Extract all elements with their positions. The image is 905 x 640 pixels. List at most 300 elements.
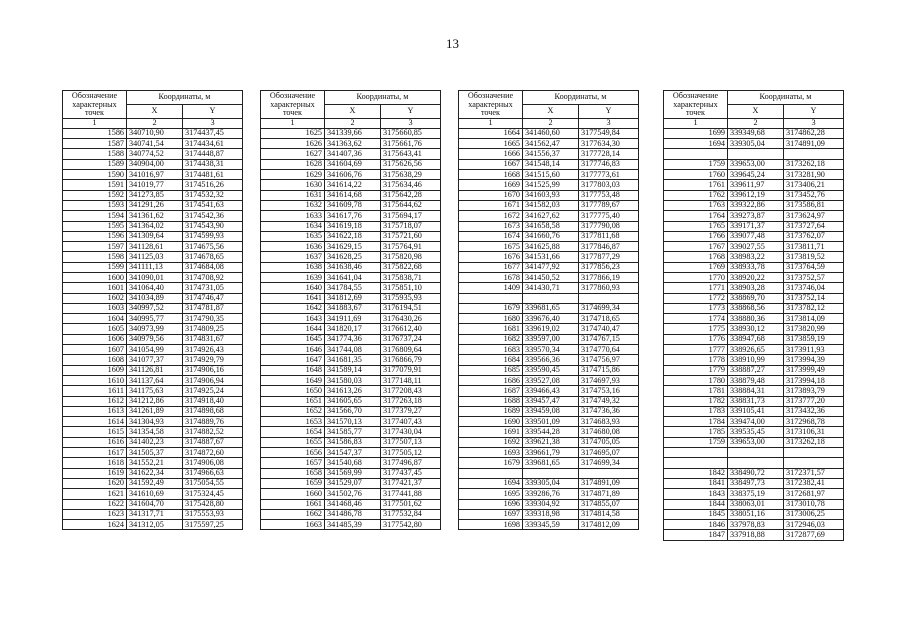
point-number: 1624 xyxy=(63,520,127,530)
table-row xyxy=(261,334,441,344)
point-number: 1604 xyxy=(63,314,127,324)
y-coordinate: 3177421,37 xyxy=(381,478,441,488)
point-number: 1683 xyxy=(459,345,523,355)
y-coordinate: 3177856,23 xyxy=(579,262,639,272)
y-coordinate xyxy=(579,468,639,478)
y-coordinate: 3174699,34 xyxy=(579,458,639,468)
y-coordinate: 3173819,52 xyxy=(784,252,844,262)
point-number: 1774 xyxy=(664,314,728,324)
x-coordinate: 341077,37 xyxy=(127,355,183,365)
y-coordinate: 3174882,52 xyxy=(183,427,243,437)
x-coordinate: 341304,93 xyxy=(127,417,183,427)
y-coordinate: 3177532,84 xyxy=(381,509,441,519)
x-coordinate: 339645,24 xyxy=(728,170,784,180)
point-number: 1631 xyxy=(261,190,325,200)
point-number xyxy=(459,468,523,478)
table-row xyxy=(261,396,441,406)
x-coordinate: 341450,52 xyxy=(523,272,579,282)
x-coordinate: 338884,31 xyxy=(728,386,784,396)
point-number: 1651 xyxy=(261,396,325,406)
x-coordinate: 337918,88 xyxy=(728,530,784,540)
point-number: 1699 xyxy=(664,128,728,138)
x-coordinate: 341658,58 xyxy=(523,221,579,231)
x-coordinate: 341312,05 xyxy=(127,520,183,530)
point-number: 1766 xyxy=(664,231,728,241)
point-number: 1654 xyxy=(261,427,325,437)
table-row xyxy=(63,159,243,169)
point-number: 1616 xyxy=(63,437,127,447)
table-row xyxy=(459,365,639,375)
y-coordinate xyxy=(784,458,844,468)
point-number: 1696 xyxy=(459,499,523,509)
x-coordinate: 339459,08 xyxy=(523,406,579,416)
table-row xyxy=(664,417,844,427)
table-row xyxy=(63,427,243,437)
table-row xyxy=(664,324,844,334)
y-coordinate: 3174481,61 xyxy=(183,170,243,180)
point-number: 1666 xyxy=(459,149,523,159)
point-number: 1598 xyxy=(63,252,127,262)
point-number: 1762 xyxy=(664,190,728,200)
point-number xyxy=(664,448,728,458)
point-number: 1638 xyxy=(261,262,325,272)
y-coordinate: 3174906,16 xyxy=(183,365,243,375)
point-number: 1664 xyxy=(459,128,523,138)
x-coordinate: 338063,01 xyxy=(728,499,784,509)
y-coordinate: 3174966,63 xyxy=(183,468,243,478)
point-number: 1603 xyxy=(63,303,127,313)
x-coordinate: 339305,04 xyxy=(728,139,784,149)
point-number: 1687 xyxy=(459,386,523,396)
point-number: 1695 xyxy=(459,489,523,499)
x-coordinate: 341589,14 xyxy=(325,365,381,375)
y-coordinate: 3174532,32 xyxy=(183,190,243,200)
table-row xyxy=(664,200,844,210)
point-number: 1772 xyxy=(664,293,728,303)
x-coordinate: 341128,61 xyxy=(127,242,183,252)
point-number: 1621 xyxy=(63,489,127,499)
point-number: 1844 xyxy=(664,499,728,509)
point-number: 1625 xyxy=(261,128,325,138)
table-row xyxy=(664,478,844,488)
x-coordinate: 341619,18 xyxy=(325,221,381,231)
x-coordinate: 340774,52 xyxy=(127,149,183,159)
x-coordinate: 341064,40 xyxy=(127,283,183,293)
point-number: 1663 xyxy=(261,520,325,530)
table-row xyxy=(459,252,639,262)
table-row xyxy=(459,386,639,396)
y-coordinate: 3174543,90 xyxy=(183,221,243,231)
point-number: 1639 xyxy=(261,272,325,282)
y-coordinate: 3174906,08 xyxy=(183,458,243,468)
table-row xyxy=(664,365,844,375)
x-coordinate xyxy=(728,458,784,468)
point-number: 1842 xyxy=(664,468,728,478)
y-coordinate: 3173746,04 xyxy=(784,283,844,293)
point-number: 1611 xyxy=(63,386,127,396)
table-row xyxy=(63,437,243,447)
x-coordinate: 339653,00 xyxy=(728,437,784,447)
y-coordinate: 3174790,35 xyxy=(183,314,243,324)
x-coordinate: 341622,34 xyxy=(127,468,183,478)
point-number: 1681 xyxy=(459,324,523,334)
y-coordinate: 3175428,80 xyxy=(183,499,243,509)
table-row xyxy=(261,149,441,159)
y-coordinate: 3177148,11 xyxy=(381,375,441,385)
y-coordinate: 3175661,76 xyxy=(381,139,441,149)
table-row xyxy=(63,211,243,221)
y-coordinate: 3174872,60 xyxy=(183,448,243,458)
point-number: 1648 xyxy=(261,365,325,375)
y-coordinate: 3173994,39 xyxy=(784,355,844,365)
point-number: 1693 xyxy=(459,448,523,458)
x-coordinate xyxy=(728,448,784,458)
point-number: 1684 xyxy=(459,355,523,365)
x-coordinate: 341175,63 xyxy=(127,386,183,396)
x-coordinate: 341212,86 xyxy=(127,396,183,406)
table-row xyxy=(261,314,441,324)
x-coordinate xyxy=(728,149,784,159)
y-coordinate: 3174926,43 xyxy=(183,345,243,355)
point-number: 1652 xyxy=(261,406,325,416)
x-coordinate: 341580,03 xyxy=(325,375,381,385)
point-number: 1656 xyxy=(261,448,325,458)
column-number: 1 xyxy=(261,118,325,128)
y-coordinate: 3174929,79 xyxy=(183,355,243,365)
point-number: 1623 xyxy=(63,509,127,519)
x-header: X xyxy=(325,104,381,118)
y-coordinate: 3173406,21 xyxy=(784,180,844,190)
y-coordinate: 3174898,68 xyxy=(183,406,243,416)
y-coordinate: 3173999,49 xyxy=(784,365,844,375)
x-coordinate: 341361,62 xyxy=(127,211,183,221)
coordinates-table-4 xyxy=(663,90,844,541)
point-number: 1682 xyxy=(459,334,523,344)
y-coordinate: 3173010,78 xyxy=(784,499,844,509)
point-number: 1785 xyxy=(664,427,728,437)
table-row xyxy=(459,262,639,272)
x-coordinate: 341364,02 xyxy=(127,221,183,231)
table-row xyxy=(63,252,243,262)
point-number xyxy=(664,458,728,468)
y-coordinate: 3175820,98 xyxy=(381,252,441,262)
x-coordinate: 338375,19 xyxy=(728,489,784,499)
table-row xyxy=(261,448,441,458)
table-row xyxy=(63,242,243,252)
x-coordinate: 340710,90 xyxy=(127,128,183,138)
column-number: 3 xyxy=(183,118,243,128)
table-row xyxy=(63,180,243,190)
y-coordinate: 3174756,97 xyxy=(579,355,639,365)
table-row xyxy=(459,159,639,169)
point-number: 1694 xyxy=(459,478,523,488)
x-coordinate: 341610,69 xyxy=(127,489,183,499)
point-number: 1645 xyxy=(261,334,325,344)
point-number: 1675 xyxy=(459,242,523,252)
x-coordinate: 341261,89 xyxy=(127,406,183,416)
y-coordinate: 3176194,51 xyxy=(381,303,441,313)
y-coordinate: 3173006,25 xyxy=(784,509,844,519)
x-coordinate: 341911,69 xyxy=(325,314,381,324)
table-row xyxy=(664,139,844,149)
y-coordinate: 3177208,43 xyxy=(381,386,441,396)
point-number: 1843 xyxy=(664,489,728,499)
table-row xyxy=(459,478,639,488)
point-number: 1618 xyxy=(63,458,127,468)
x-coordinate: 339597,00 xyxy=(523,334,579,344)
table-row xyxy=(261,478,441,488)
table-row xyxy=(459,139,639,149)
y-coordinate: 3175643,41 xyxy=(381,149,441,159)
x-coordinate: 340741,54 xyxy=(127,139,183,149)
point-number: 1605 xyxy=(63,324,127,334)
table-row xyxy=(459,417,639,427)
point-number: 1841 xyxy=(664,478,728,488)
point-number: 1771 xyxy=(664,283,728,293)
point-number: 1647 xyxy=(261,355,325,365)
table-row xyxy=(664,345,844,355)
table-row xyxy=(459,458,639,468)
y-coordinate: 3174516,26 xyxy=(183,180,243,190)
table-row xyxy=(459,170,639,180)
x-coordinate: 341614,22 xyxy=(325,180,381,190)
y-coordinate: 3175764,91 xyxy=(381,242,441,252)
x-coordinate: 341407,36 xyxy=(325,149,381,159)
y-coordinate: 3174434,61 xyxy=(183,139,243,149)
point-number: 1780 xyxy=(664,375,728,385)
coordinates-header: Координаты, м xyxy=(325,91,441,105)
table-row xyxy=(261,242,441,252)
table-row xyxy=(664,159,844,169)
point-number: 1672 xyxy=(459,211,523,221)
y-coordinate: 3176430,26 xyxy=(381,314,441,324)
y-coordinate: 3174740,47 xyxy=(579,324,639,334)
table-row xyxy=(664,386,844,396)
table-row xyxy=(63,190,243,200)
x-coordinate: 341627,62 xyxy=(523,211,579,221)
x-coordinate: 337978,83 xyxy=(728,520,784,530)
x-coordinate: 341812,69 xyxy=(325,293,381,303)
table-row xyxy=(261,458,441,468)
table-row xyxy=(459,448,639,458)
column-number: 1 xyxy=(459,118,523,128)
table-row xyxy=(261,231,441,241)
point-number: 1782 xyxy=(664,396,728,406)
point-number: 1630 xyxy=(261,180,325,190)
point-number: 1634 xyxy=(261,221,325,231)
x-coordinate: 341468,46 xyxy=(325,499,381,509)
y-coordinate: 3177507,13 xyxy=(381,437,441,447)
table-row xyxy=(63,520,243,530)
y-coordinate: 3175935,93 xyxy=(381,293,441,303)
point-number: 1653 xyxy=(261,417,325,427)
x-coordinate: 341625,88 xyxy=(523,242,579,252)
point-number: 1612 xyxy=(63,396,127,406)
table-row xyxy=(63,128,243,138)
table-row xyxy=(459,509,639,519)
y-coordinate: 3177811,68 xyxy=(579,231,639,241)
x-coordinate: 341125,03 xyxy=(127,252,183,262)
coordinates-header: Координаты, м xyxy=(728,91,844,105)
x-coordinate: 339305,04 xyxy=(523,478,579,488)
table-row xyxy=(664,303,844,313)
y-coordinate: 3175838,71 xyxy=(381,272,441,282)
y-coordinate: 3174862,28 xyxy=(784,128,844,138)
table-row xyxy=(261,375,441,385)
y-coordinate: 3174781,87 xyxy=(183,303,243,313)
table-row xyxy=(459,499,639,509)
y-coordinate: 3174680,08 xyxy=(579,427,639,437)
x-coordinate: 338869,70 xyxy=(728,293,784,303)
y-coordinate: 3174675,56 xyxy=(183,242,243,252)
point-number: 1620 xyxy=(63,478,127,488)
x-coordinate: 341317,71 xyxy=(127,509,183,519)
x-coordinate: 339457,47 xyxy=(523,396,579,406)
x-coordinate: 340979,56 xyxy=(127,334,183,344)
x-coordinate: 338910,99 xyxy=(728,355,784,365)
coordinates-table-3 xyxy=(458,90,639,530)
y-header: Y xyxy=(579,104,639,118)
y-coordinate: 3175694,17 xyxy=(381,211,441,221)
table-row xyxy=(261,190,441,200)
point-label-header: Обозначение характерных точек xyxy=(261,91,325,119)
point-number: 1615 xyxy=(63,427,127,437)
point-number: 1679 xyxy=(459,303,523,313)
point-number: 1597 xyxy=(63,242,127,252)
table-row xyxy=(63,406,243,416)
y-coordinate xyxy=(784,149,844,159)
point-number: 1600 xyxy=(63,272,127,282)
y-coordinate: 3174684,08 xyxy=(183,262,243,272)
x-coordinate: 341592,49 xyxy=(127,478,183,488)
table-row xyxy=(261,283,441,293)
point-number: 1655 xyxy=(261,437,325,447)
column-number: 1 xyxy=(664,118,728,128)
table-row xyxy=(459,396,639,406)
y-coordinate: 3173752,57 xyxy=(784,272,844,282)
table-row xyxy=(664,272,844,282)
x-coordinate: 338051,16 xyxy=(728,509,784,519)
y-coordinate: 3174871,89 xyxy=(579,489,639,499)
y-coordinate: 3172371,57 xyxy=(784,468,844,478)
x-coordinate: 341273,85 xyxy=(127,190,183,200)
point-label-header: Обозначение характерных точек xyxy=(459,91,523,119)
x-coordinate: 341111,13 xyxy=(127,262,183,272)
table-row xyxy=(63,499,243,509)
x-coordinate: 339318,98 xyxy=(523,509,579,519)
y-coordinate: 3176866,79 xyxy=(381,355,441,365)
point-number: 1595 xyxy=(63,221,127,231)
point-number: 1667 xyxy=(459,159,523,169)
y-coordinate: 3173106,31 xyxy=(784,427,844,437)
x-coordinate: 339611,97 xyxy=(728,180,784,190)
point-number: 1665 xyxy=(459,139,523,149)
x-coordinate: 341603,93 xyxy=(523,190,579,200)
point-number: 1629 xyxy=(261,170,325,180)
y-coordinate: 3173752,14 xyxy=(784,293,844,303)
y-coordinate xyxy=(579,293,639,303)
x-coordinate: 341054,99 xyxy=(127,345,183,355)
table-row xyxy=(664,520,844,530)
point-number: 1606 xyxy=(63,334,127,344)
x-coordinate: 341660,76 xyxy=(523,231,579,241)
x-coordinate: 338880,36 xyxy=(728,314,784,324)
y-coordinate: 3174767,15 xyxy=(579,334,639,344)
table-row xyxy=(459,231,639,241)
table-row xyxy=(63,375,243,385)
x-coordinate: 341090,01 xyxy=(127,272,183,282)
x-coordinate: 341126,81 xyxy=(127,365,183,375)
column-number: 3 xyxy=(784,118,844,128)
table-row xyxy=(459,375,639,385)
table-row xyxy=(664,252,844,262)
table-row xyxy=(664,437,844,447)
y-coordinate: 3174542,36 xyxy=(183,211,243,221)
y-coordinate: 3173893,79 xyxy=(784,386,844,396)
y-coordinate: 3174812,09 xyxy=(579,520,639,530)
point-number: 1670 xyxy=(459,190,523,200)
table-row xyxy=(63,458,243,468)
y-coordinate: 3174705,05 xyxy=(579,437,639,447)
x-coordinate xyxy=(523,468,579,478)
table-row xyxy=(664,396,844,406)
table-row xyxy=(664,530,844,540)
point-number: 1586 xyxy=(63,128,127,138)
x-coordinate: 341402,23 xyxy=(127,437,183,447)
y-coordinate: 3175626,56 xyxy=(381,159,441,169)
point-number: 1591 xyxy=(63,180,127,190)
x-coordinate: 339273,87 xyxy=(728,211,784,221)
point-number: 1636 xyxy=(261,242,325,252)
x-coordinate: 340997,52 xyxy=(127,303,183,313)
x-coordinate: 339527,08 xyxy=(523,375,579,385)
x-coordinate: 338887,27 xyxy=(728,365,784,375)
column-number: 1 xyxy=(63,118,127,128)
table-row xyxy=(664,231,844,241)
table-row xyxy=(459,468,639,478)
x-coordinate: 339566,36 xyxy=(523,355,579,365)
x-coordinate: 341016,97 xyxy=(127,170,183,180)
y-coordinate: 3177790,08 xyxy=(579,221,639,231)
column-number: 2 xyxy=(523,118,579,128)
table-row xyxy=(261,200,441,210)
point-number: 1609 xyxy=(63,365,127,375)
x-coordinate: 340904,00 xyxy=(127,159,183,169)
point-number: 1596 xyxy=(63,231,127,241)
point-number: 1640 xyxy=(261,283,325,293)
y-coordinate: 3177846,87 xyxy=(579,242,639,252)
point-number: 1768 xyxy=(664,252,728,262)
x-coordinate: 341309,64 xyxy=(127,231,183,241)
table-row xyxy=(664,458,844,468)
point-number: 1592 xyxy=(63,190,127,200)
x-coordinate: 338490,72 xyxy=(728,468,784,478)
table-row xyxy=(664,180,844,190)
x-coordinate: 341363,62 xyxy=(325,139,381,149)
y-coordinate: 3174448,87 xyxy=(183,149,243,159)
table-row xyxy=(664,149,844,159)
y-coordinate: 3174887,67 xyxy=(183,437,243,447)
point-number: 1610 xyxy=(63,375,127,385)
x-coordinate: 338920,22 xyxy=(728,272,784,282)
table-row xyxy=(459,520,639,530)
y-coordinate: 3174697,93 xyxy=(579,375,639,385)
x-coordinate: 341137,64 xyxy=(127,375,183,385)
point-number: 1691 xyxy=(459,427,523,437)
x-coordinate: 339681,65 xyxy=(523,458,579,468)
y-coordinate: 3172877,69 xyxy=(784,530,844,540)
table-row xyxy=(261,293,441,303)
